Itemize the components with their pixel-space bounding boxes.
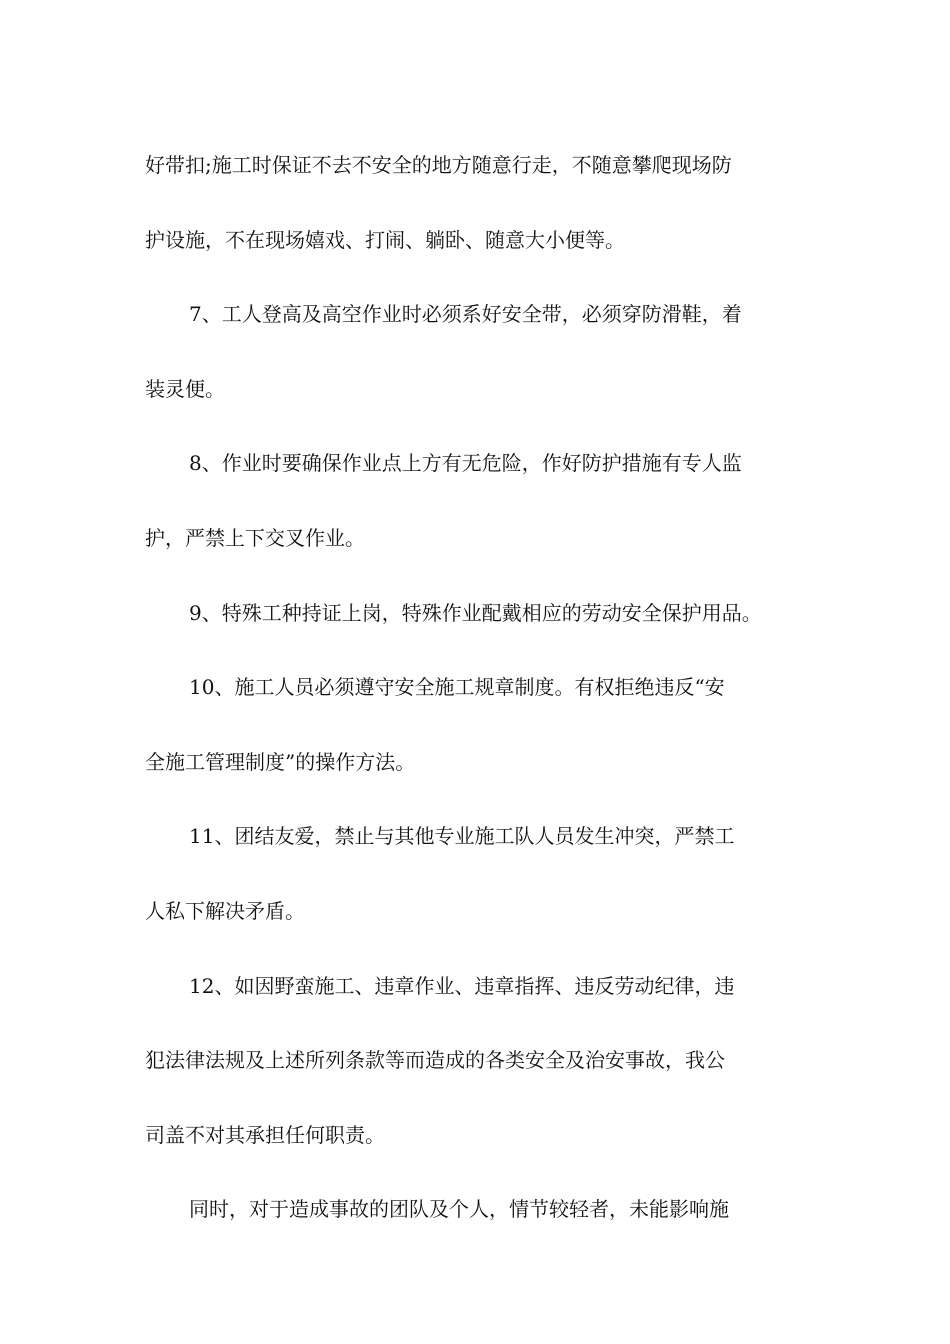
text-line: 8、作业时要确保作业点上方有无危险，作好防护措施有专人监: [189, 451, 742, 476]
paragraph-10: [145, 650, 815, 799]
paragraph-6-continued: [145, 128, 815, 277]
paragraph-11: [145, 799, 815, 948]
paragraph-12: [145, 949, 815, 1173]
paragraph-9: [145, 576, 815, 651]
text-line: 护，严禁上下交叉作业。: [145, 525, 365, 550]
text-line: 装灵便。: [145, 376, 225, 401]
paragraph-13: [145, 1172, 815, 1247]
text-line: 11、团结友爱，禁止与其他专业施工队人员发生冲突，严禁工: [189, 824, 735, 849]
paragraph-8: [145, 426, 815, 575]
text-line: 同时，对于造成事故的团队及个人，情节较轻者，未能影响施: [189, 1197, 729, 1222]
text-line: 9、特殊工种持证上岗，特殊作业配戴相应的劳动安全保护用品。: [189, 600, 762, 625]
text-line: 好带扣;施工时保证不去不安全的地方随意行走，不随意攀爬现场防: [145, 153, 732, 177]
text-line: 人私下解决矛盾。: [145, 898, 305, 923]
text-line: 犯法律法规及上述所列条款等而造成的各类安全及治安事故，我公: [145, 1048, 725, 1073]
text-line: 全施工管理制度”的操作方法。: [145, 749, 416, 774]
document-body: [145, 128, 815, 1247]
text-line: 护设施，不在现场嬉戏、打闹、躺卧、随意大小便等。: [145, 227, 625, 252]
text-line: 10、施工人员必须遵守安全施工规章制度。有权拒绝违反“安: [189, 675, 725, 700]
paragraph-7: [145, 277, 815, 426]
text-line: 司盖不对其承担任何职责。: [145, 1122, 385, 1147]
text-line: 12、如因野蛮施工、违章作业、违章指挥、违反劳动纪律，违: [189, 973, 735, 998]
text-line: 7、工人登高及高空作业时必须系好安全带，必须穿防滑鞋，着: [189, 302, 742, 327]
